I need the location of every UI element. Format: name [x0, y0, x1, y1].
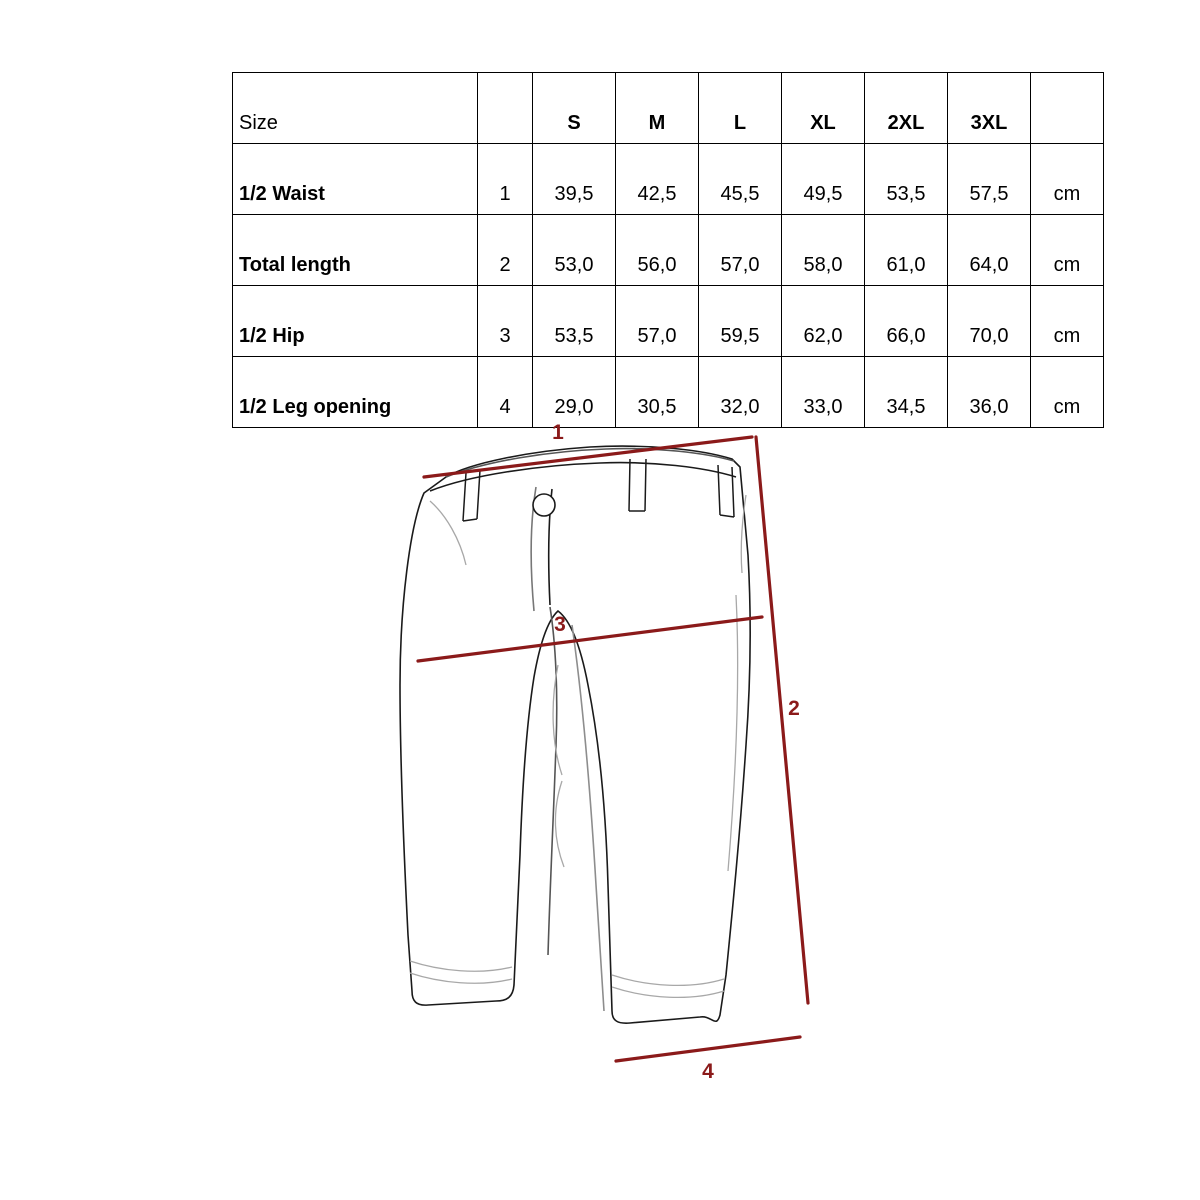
hem-left-inner [410, 961, 512, 971]
cell-leg-opening-xl: 33,0 [782, 357, 865, 428]
cell-leg-opening-s: 29,0 [533, 357, 616, 428]
measure-line-length [756, 437, 808, 1003]
header-size-l: L [699, 73, 782, 144]
cell-hip-s: 53,5 [533, 286, 616, 357]
cell-hip-2xl: 66,0 [865, 286, 948, 357]
garment-outline-group [400, 446, 750, 1023]
cell-total-length-m: 56,0 [616, 215, 699, 286]
cell-leg-opening-m: 30,5 [616, 357, 699, 428]
measure-label-hip: 3 [554, 613, 566, 636]
cell-waist-2xl: 53,5 [865, 144, 948, 215]
size-table [232, 72, 1104, 428]
header-unit [1031, 73, 1104, 144]
knee-crease-left2 [555, 781, 564, 867]
cell-waist-xl: 49,5 [782, 144, 865, 215]
header-size-xl: XL [782, 73, 865, 144]
header-size-3xl: 3XL [948, 73, 1031, 144]
measure-label-waist: 1 [552, 421, 564, 444]
size-chart-table [232, 72, 1081, 428]
row-label-waist: 1/2 Waist [233, 144, 478, 215]
hem-left-inner2 [410, 973, 512, 983]
button-icon [533, 494, 555, 516]
table-body [233, 144, 1104, 428]
cell-waist-s: 39,5 [533, 144, 616, 215]
row-index-waist: 1 [478, 144, 533, 215]
header-size-2xl: 2XL [865, 73, 948, 144]
cell-total-length-xl: 58,0 [782, 215, 865, 286]
cell-leg-opening-3xl: 36,0 [948, 357, 1031, 428]
knee-crease-left [553, 665, 562, 775]
cell-total-length-s: 53,0 [533, 215, 616, 286]
row-unit-total-length: cm [1031, 215, 1104, 286]
cell-hip-l: 59,5 [699, 286, 782, 357]
row-label-total-length: Total length [233, 215, 478, 286]
row-unit-leg-opening: cm [1031, 357, 1104, 428]
cell-hip-3xl: 70,0 [948, 286, 1031, 357]
row-index-total-length: 2 [478, 215, 533, 286]
table-header-row [233, 73, 1104, 144]
row-label-hip: 1/2 Hip [233, 286, 478, 357]
side-seam-right [728, 595, 738, 871]
cell-total-length-3xl: 64,0 [948, 215, 1031, 286]
cell-waist-l: 45,5 [699, 144, 782, 215]
hem-right-inner2 [612, 987, 724, 997]
cell-waist-m: 42,5 [616, 144, 699, 215]
cell-hip-xl: 62,0 [782, 286, 865, 357]
table-row [233, 215, 1104, 286]
measure-line-hip [418, 617, 762, 661]
table-row [233, 286, 1104, 357]
shorts-body-path [400, 446, 750, 1023]
cell-waist-3xl: 57,5 [948, 144, 1031, 215]
header-index [478, 73, 533, 144]
stitch-details-group [410, 495, 746, 997]
table-header [233, 73, 1104, 144]
belt-loop-center [629, 459, 646, 511]
measurement-lines-group [418, 437, 808, 1061]
header-size-label: Size [233, 73, 478, 144]
cell-total-length-2xl: 61,0 [865, 215, 948, 286]
pocket-left [430, 501, 466, 565]
header-size-m: M [616, 73, 699, 144]
cell-hip-m: 57,0 [616, 286, 699, 357]
row-index-leg-opening: 4 [478, 357, 533, 428]
crotch-seam [548, 607, 557, 955]
hem-right-inner [612, 975, 724, 985]
measure-label-length: 2 [788, 697, 800, 720]
cell-total-length-l: 57,0 [699, 215, 782, 286]
measure-line-waist [424, 437, 752, 477]
measure-label-leg-opening: 4 [702, 1060, 714, 1083]
row-unit-waist: cm [1031, 144, 1104, 215]
row-unit-hip: cm [1031, 286, 1104, 357]
shorts-illustration [300, 415, 920, 1115]
cell-leg-opening-2xl: 34,5 [865, 357, 948, 428]
header-size-s: S [533, 73, 616, 144]
row-index-hip: 3 [478, 286, 533, 357]
row-label-leg-opening: 1/2 Leg opening [233, 357, 478, 428]
table-row [233, 144, 1104, 215]
measure-line-leg-opening [616, 1037, 800, 1061]
cell-leg-opening-l: 32,0 [699, 357, 782, 428]
